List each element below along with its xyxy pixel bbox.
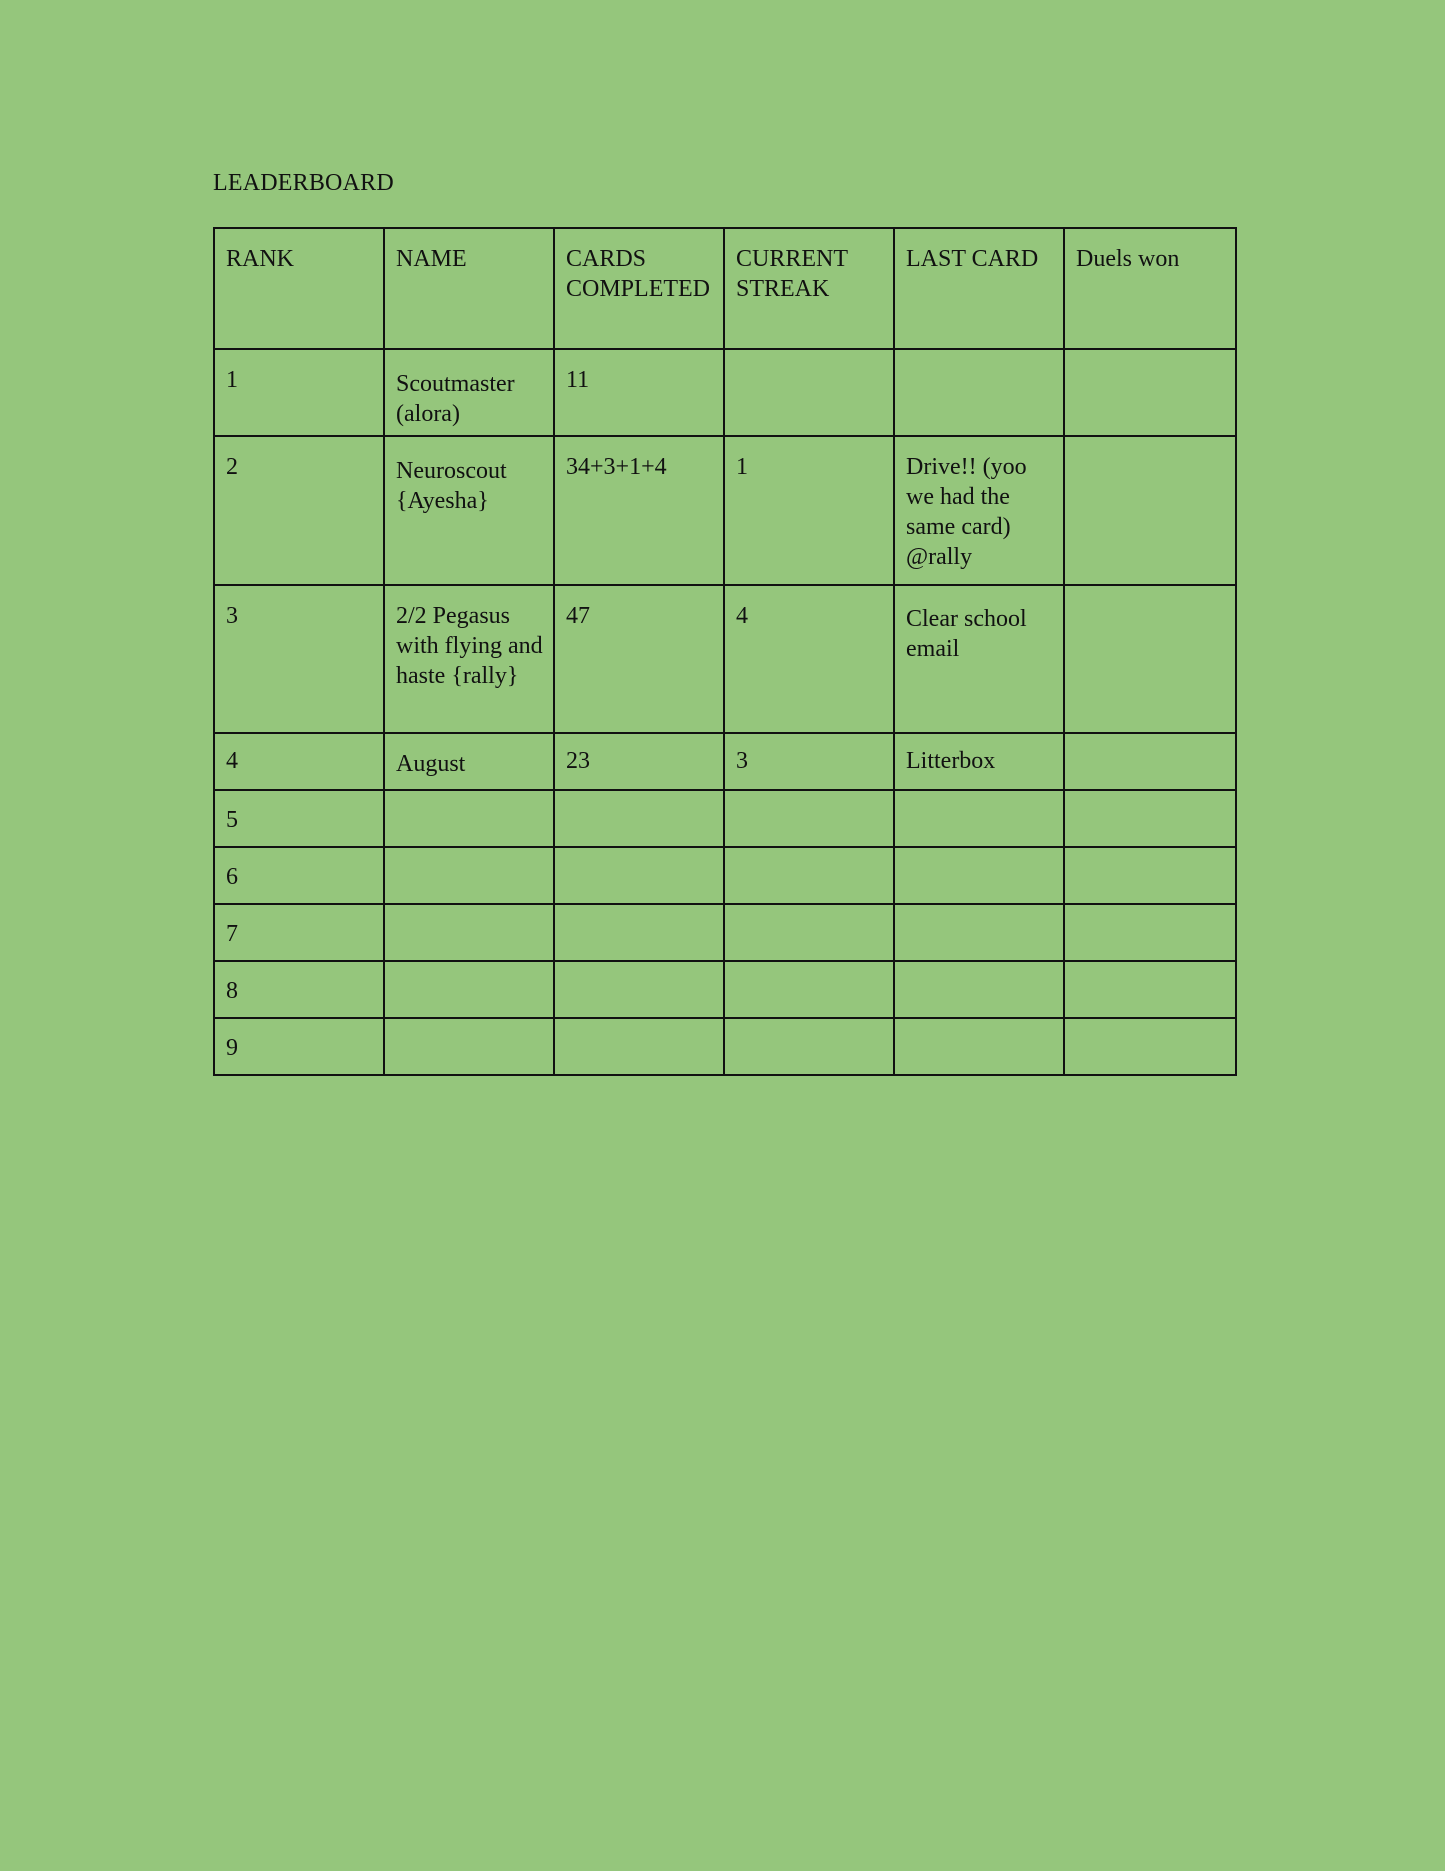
header-last-card: LAST CARD xyxy=(894,228,1064,349)
page-title: LEADERBOARD xyxy=(213,170,394,196)
cell-last-card xyxy=(894,790,1064,847)
header-duels-won: Duels won xyxy=(1064,228,1236,349)
cell-streak: 3 xyxy=(724,733,894,790)
cell-last-card xyxy=(894,349,1064,436)
cell-rank: 2 xyxy=(214,436,384,585)
cell-duels xyxy=(1064,961,1236,1018)
cell-name xyxy=(384,847,554,904)
cell-last-card: Drive!! (yoo we had the same card) @rally xyxy=(894,436,1064,585)
cell-cards xyxy=(554,904,724,961)
cell-streak xyxy=(724,1018,894,1075)
cell-rank: 8 xyxy=(214,961,384,1018)
cell-last-card xyxy=(894,961,1064,1018)
cell-name xyxy=(384,961,554,1018)
cell-duels xyxy=(1064,847,1236,904)
cell-rank: 3 xyxy=(214,585,384,733)
cell-streak: 1 xyxy=(724,436,894,585)
cell-rank: 4 xyxy=(214,733,384,790)
cell-streak: 4 xyxy=(724,585,894,733)
cell-name xyxy=(384,904,554,961)
header-rank: RANK xyxy=(214,228,384,349)
cell-duels xyxy=(1064,904,1236,961)
cell-rank: 6 xyxy=(214,847,384,904)
header-cards-completed: CARDS COMPLETED xyxy=(554,228,724,349)
table-row xyxy=(214,904,1236,961)
cell-cards xyxy=(554,847,724,904)
cell-duels xyxy=(1064,349,1236,436)
cell-duels xyxy=(1064,436,1236,585)
cell-cards: 23 xyxy=(554,733,724,790)
cell-duels xyxy=(1064,733,1236,790)
cell-duels xyxy=(1064,1018,1236,1075)
cell-streak xyxy=(724,961,894,1018)
table-row xyxy=(214,733,1236,790)
table-row xyxy=(214,961,1236,1018)
cell-cards xyxy=(554,790,724,847)
cell-streak xyxy=(724,790,894,847)
leaderboard-table xyxy=(213,227,1237,1076)
cell-cards xyxy=(554,1018,724,1075)
cell-rank: 1 xyxy=(214,349,384,436)
cell-name: August xyxy=(384,733,554,790)
cell-last-card: Clear school email xyxy=(894,585,1064,733)
table-row xyxy=(214,349,1236,436)
cell-rank: 7 xyxy=(214,904,384,961)
cell-cards: 11 xyxy=(554,349,724,436)
cell-last-card xyxy=(894,1018,1064,1075)
cell-duels xyxy=(1064,585,1236,733)
cell-cards: 47 xyxy=(554,585,724,733)
cell-streak xyxy=(724,847,894,904)
cell-name: 2/2 Pegasus with flying and haste {rally} xyxy=(384,585,554,733)
cell-duels xyxy=(1064,790,1236,847)
cell-last-card: Litterbox xyxy=(894,733,1064,790)
table-row xyxy=(214,1018,1236,1075)
cell-cards xyxy=(554,961,724,1018)
cell-streak xyxy=(724,904,894,961)
header-name: NAME xyxy=(384,228,554,349)
cell-streak xyxy=(724,349,894,436)
table-row xyxy=(214,585,1236,733)
cell-last-card xyxy=(894,904,1064,961)
cell-name xyxy=(384,1018,554,1075)
header-current-streak: CURRENT STREAK xyxy=(724,228,894,349)
table-header-row xyxy=(214,228,1236,349)
cell-rank: 5 xyxy=(214,790,384,847)
cell-name: Scoutmaster (alora) xyxy=(384,349,554,436)
cell-name xyxy=(384,790,554,847)
cell-cards: 34+3+1+4 xyxy=(554,436,724,585)
cell-rank: 9 xyxy=(214,1018,384,1075)
table-row xyxy=(214,847,1236,904)
cell-name: Neuroscout {Ayesha} xyxy=(384,436,554,585)
table-row xyxy=(214,436,1236,585)
cell-last-card xyxy=(894,847,1064,904)
table-row xyxy=(214,790,1236,847)
